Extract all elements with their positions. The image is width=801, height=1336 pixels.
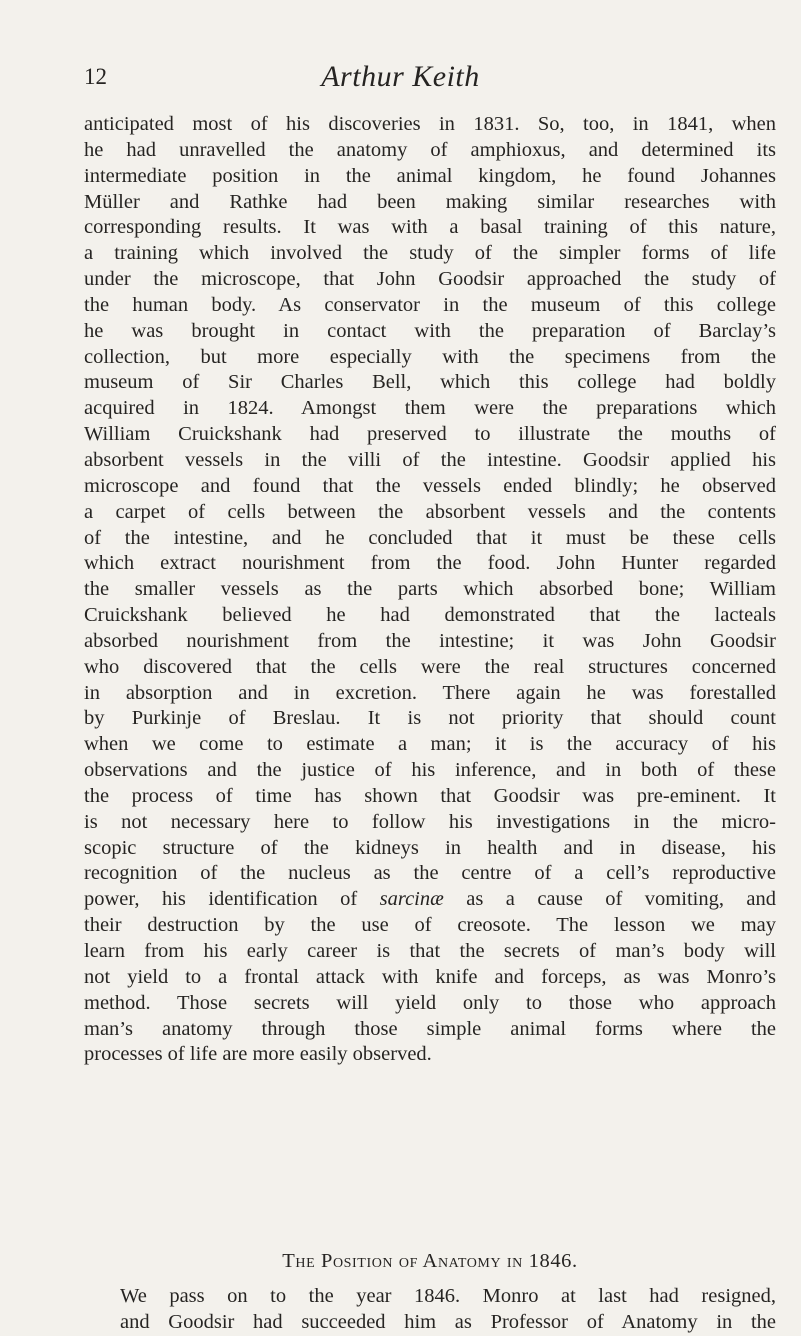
text-line: observations and the justice of his inference, and in both of these [84, 759, 776, 782]
text-line: We pass on to the year 1846. Monro at last had resigned, [120, 1285, 776, 1307]
text-line: method. Those secrets will yield only to those who approach [84, 991, 776, 1014]
text-line: of the intestine, and he concluded that it must be these cells [84, 526, 776, 549]
text-line: microscope and found that the vessels ended blindly; he observed [84, 474, 776, 497]
text-line: intermediate position in the animal kingdom, he found Johannes [84, 164, 776, 187]
text-line: the human body. As conservator in the museum of this college [84, 293, 776, 316]
text-line: anticipated most of his discoveries in 1831. So, too, in 1841, when [84, 113, 776, 135]
text-line: who discovered that the cells were the real structures concerned [84, 655, 776, 678]
text-line: learn from his early career is that the secrets of man’s body will [84, 940, 776, 962]
text-fragment: as a cause of vomiting, and [466, 888, 777, 911]
text-line: William Cruickshank had preserved to illustrate the mouths of [84, 423, 776, 446]
text-line: their destruction by the use of creosote. The lesson we may [84, 914, 776, 937]
running-head [74, 60, 727, 100]
text-line: when we come to estimate a man; it is the accuracy of his [84, 733, 776, 756]
text-line: the process of time has shown that Goodsir was pre-eminent. It [84, 784, 776, 807]
section-heading: The Position of Anatomy in 1846. [282, 1250, 578, 1272]
text-line: scopic structure of the kidneys in health and in disease, his [84, 836, 776, 859]
text-line: man’s anatomy through those simple animal forms where the [84, 1017, 776, 1040]
text-line: corresponding results. It was with a basal training of this nature, [84, 216, 776, 239]
running-title: Arthur Keith [321, 60, 480, 93]
text-line: a carpet of cells between the absorbent vessels and the contents [84, 500, 776, 523]
paragraph-1 [84, 112, 776, 1068]
text-line: and Goodsir had succeeded him as Professor of Anatomy in the [120, 1310, 776, 1333]
text-line: under the microscope, that John Goodsir approached the study of [84, 268, 776, 291]
text-line: which extract nourishment from the food. John Hunter regarded [84, 552, 776, 575]
italic-term: sarcinæ [379, 888, 444, 911]
text-line: a training which involved the study of the simpler forms of life [84, 242, 776, 265]
text-line: Müller and Rathke had been making similar researches with [84, 190, 776, 213]
text-line: he had unravelled the anatomy of amphioxus, and determined its [84, 138, 776, 161]
text-line: collection, but more especially with the specimens from the [84, 345, 776, 368]
text-line: Cruickshank believed he had demonstrated that the lacteals [84, 604, 776, 627]
paragraph-2 [84, 1284, 776, 1336]
text-line: absorbed nourishment from the intestine; it was John Goodsir [84, 629, 776, 652]
text-line: acquired in 1824. Amongst them were the preparations which [84, 397, 776, 420]
text-fragment: power, his identification of [84, 888, 358, 911]
text-line: museum of Sir Charles Bell, which this college had boldly [84, 371, 776, 394]
text-line: not yield to a frontal attack with knife and forceps, as was Monro’s [84, 965, 776, 988]
text-line: processes of life are more easily observed. [84, 1043, 432, 1066]
text-line: in absorption and in excretion. There again he was forestalled [84, 681, 776, 704]
text-line-with-italic [84, 887, 776, 913]
text-line: the smaller vessels as the parts which absorbed bone; William [84, 578, 776, 601]
text-line: by Purkinje of Breslau. It is not priority that should count [84, 707, 776, 730]
page-number: 12 [84, 64, 107, 89]
text-line: absorbent vessels in the villi of the intestine. Goodsir applied his [84, 448, 776, 471]
text-line: he was brought in contact with the preparation of Barclay’s [84, 319, 776, 342]
text-line: is not necessary here to follow his investigations in the micro- [84, 810, 776, 833]
text-line: recognition of the nucleus as the centre of a cell’s reproductive [84, 862, 776, 885]
